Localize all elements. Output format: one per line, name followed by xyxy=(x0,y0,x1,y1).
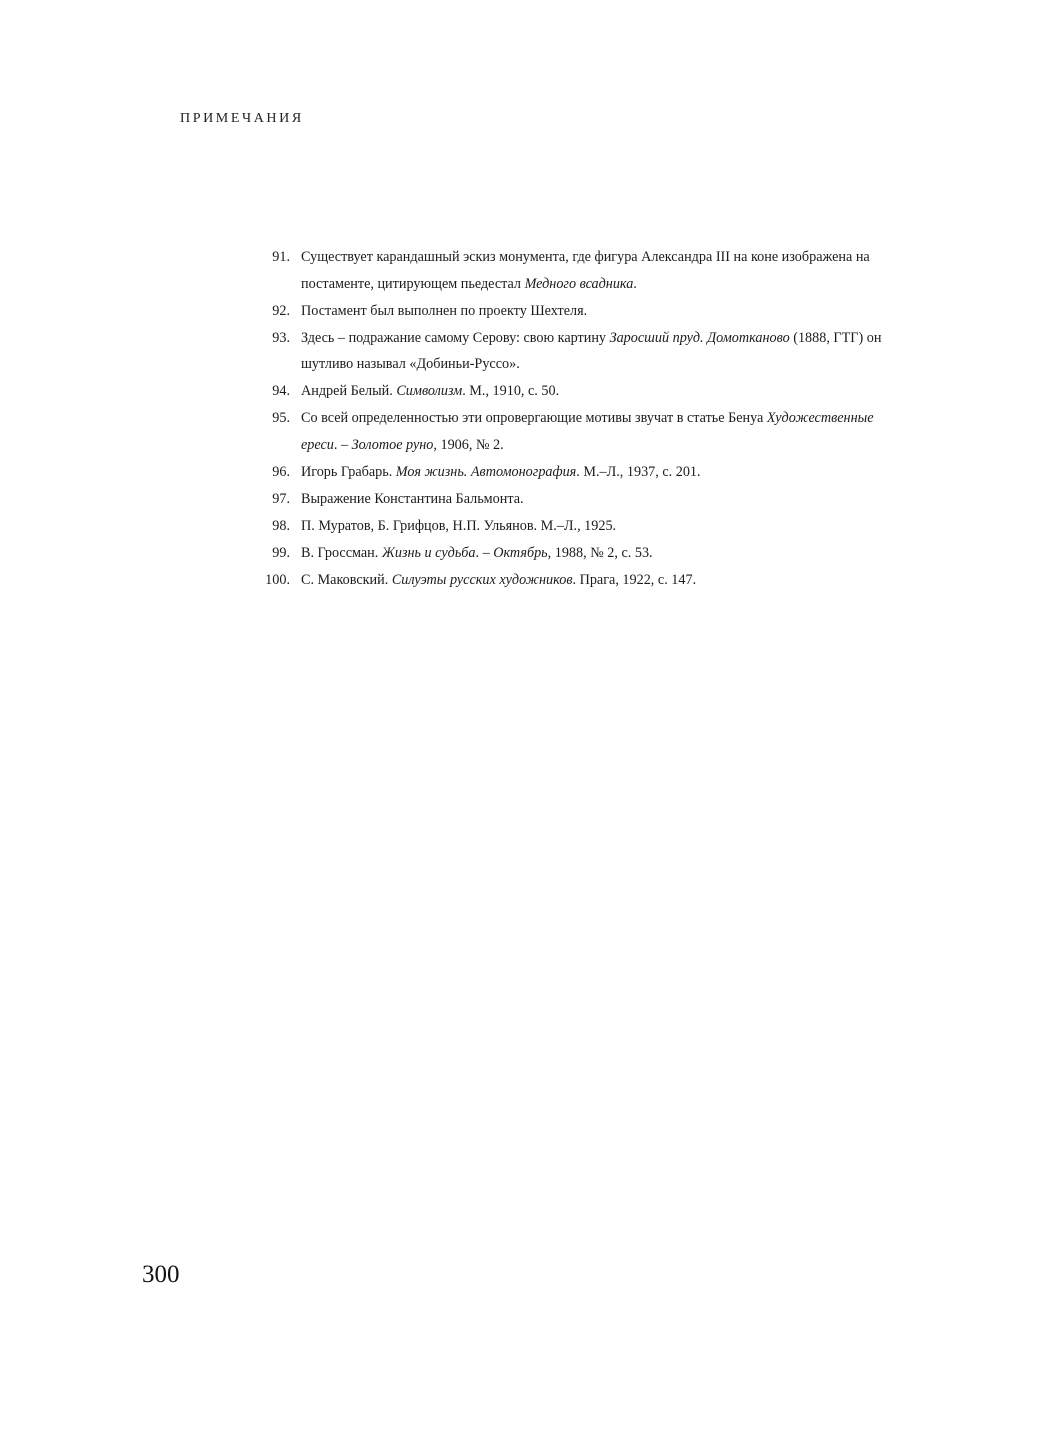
note-text-segment: Существует карандашный эскиз монумента, где фигура Александра III на коне изображена на постаменте, цитирующем пьедестал xyxy=(301,249,870,292)
note-text xyxy=(301,249,870,292)
note-title-italic: Символизм xyxy=(396,383,463,399)
note-item xyxy=(260,567,900,594)
note-item xyxy=(260,540,900,567)
note-text xyxy=(301,572,696,588)
note-item xyxy=(260,244,900,297)
note-text-segment: Игорь Грабарь. xyxy=(301,463,396,480)
note-text xyxy=(301,383,559,399)
note-text xyxy=(301,491,524,507)
note-text xyxy=(301,464,701,480)
note-text xyxy=(301,518,616,534)
note-text-segment: П. Муратов, Б. Грифцов, Н.П. Ульянов. М.–Л., 1925. xyxy=(301,517,617,534)
note-text-segment: . – xyxy=(333,436,352,453)
note-number: 98. xyxy=(272,517,290,534)
note-title-italic: Силуэты русских художников xyxy=(391,571,573,588)
note-title-italic: Моя жизнь. Автомонография xyxy=(395,463,577,480)
note-number: 96. xyxy=(272,463,290,480)
note-number: 93. xyxy=(272,329,290,346)
note-text-segment: , 1906, № 2. xyxy=(433,436,504,453)
note-text xyxy=(301,410,874,453)
note-number: 99. xyxy=(272,544,290,561)
note-text-segment: Выражение Константина Бальмонта. xyxy=(301,490,524,507)
note-item xyxy=(260,405,900,458)
note-text-segment: . – xyxy=(475,544,494,561)
note-text-segment: . М.–Л., 1937, с. 201. xyxy=(576,463,701,480)
note-text-segment: С. Маковский. xyxy=(301,571,392,588)
running-head: ПРИМЕЧАНИЯ xyxy=(180,111,304,126)
note-text-segment: . М., 1910, с. 50. xyxy=(462,383,560,399)
note-text-segment: В. Гроссман. xyxy=(301,544,382,561)
note-number: 92. xyxy=(272,302,290,319)
note-item xyxy=(260,378,900,405)
note-title-italic: Октябрь xyxy=(493,544,548,561)
note-item xyxy=(260,513,900,540)
note-number: 100. xyxy=(265,571,290,588)
note-number: 97. xyxy=(272,490,290,507)
note-item xyxy=(260,298,900,325)
note-item xyxy=(260,486,900,513)
note-title-italic: Жизнь и судьба xyxy=(381,544,476,561)
note-item xyxy=(260,459,900,486)
note-text xyxy=(301,545,653,561)
note-text-segment: Андрей Белый. xyxy=(301,383,397,399)
note-text xyxy=(301,330,881,373)
note-text-segment: . xyxy=(633,275,637,292)
note-number: 94. xyxy=(272,383,290,399)
note-number: 91. xyxy=(272,249,290,265)
note-text-segment: (1888, ГТГ) он шутливо называл «Добиньи-Руссо». xyxy=(301,329,882,372)
note-title-italic: Медного всадника xyxy=(524,275,634,292)
note-title-italic: Золотое руно xyxy=(351,436,434,453)
note-title-italic: Художественные ереси xyxy=(301,410,874,453)
note-title-italic: Заросший пруд. Домотканово xyxy=(609,329,790,346)
note-text-segment: Со всей определенностью эти опровергающие мотивы звучат в статье Бенуа xyxy=(301,410,767,426)
note-text xyxy=(301,303,587,319)
note-text-segment: Постамент был выполнен по проекту Шехтеля. xyxy=(301,302,588,319)
notes-list xyxy=(260,244,900,594)
note-item xyxy=(260,325,900,378)
note-text-segment: , 1988, № 2, с. 53. xyxy=(547,544,653,561)
note-text-segment: . Прага, 1922, с. 147. xyxy=(572,571,697,588)
note-number: 95. xyxy=(272,410,290,426)
note-text-segment: Здесь – подражание самому Серову: свою картину xyxy=(301,329,610,346)
page-number: 300 xyxy=(142,1261,180,1288)
